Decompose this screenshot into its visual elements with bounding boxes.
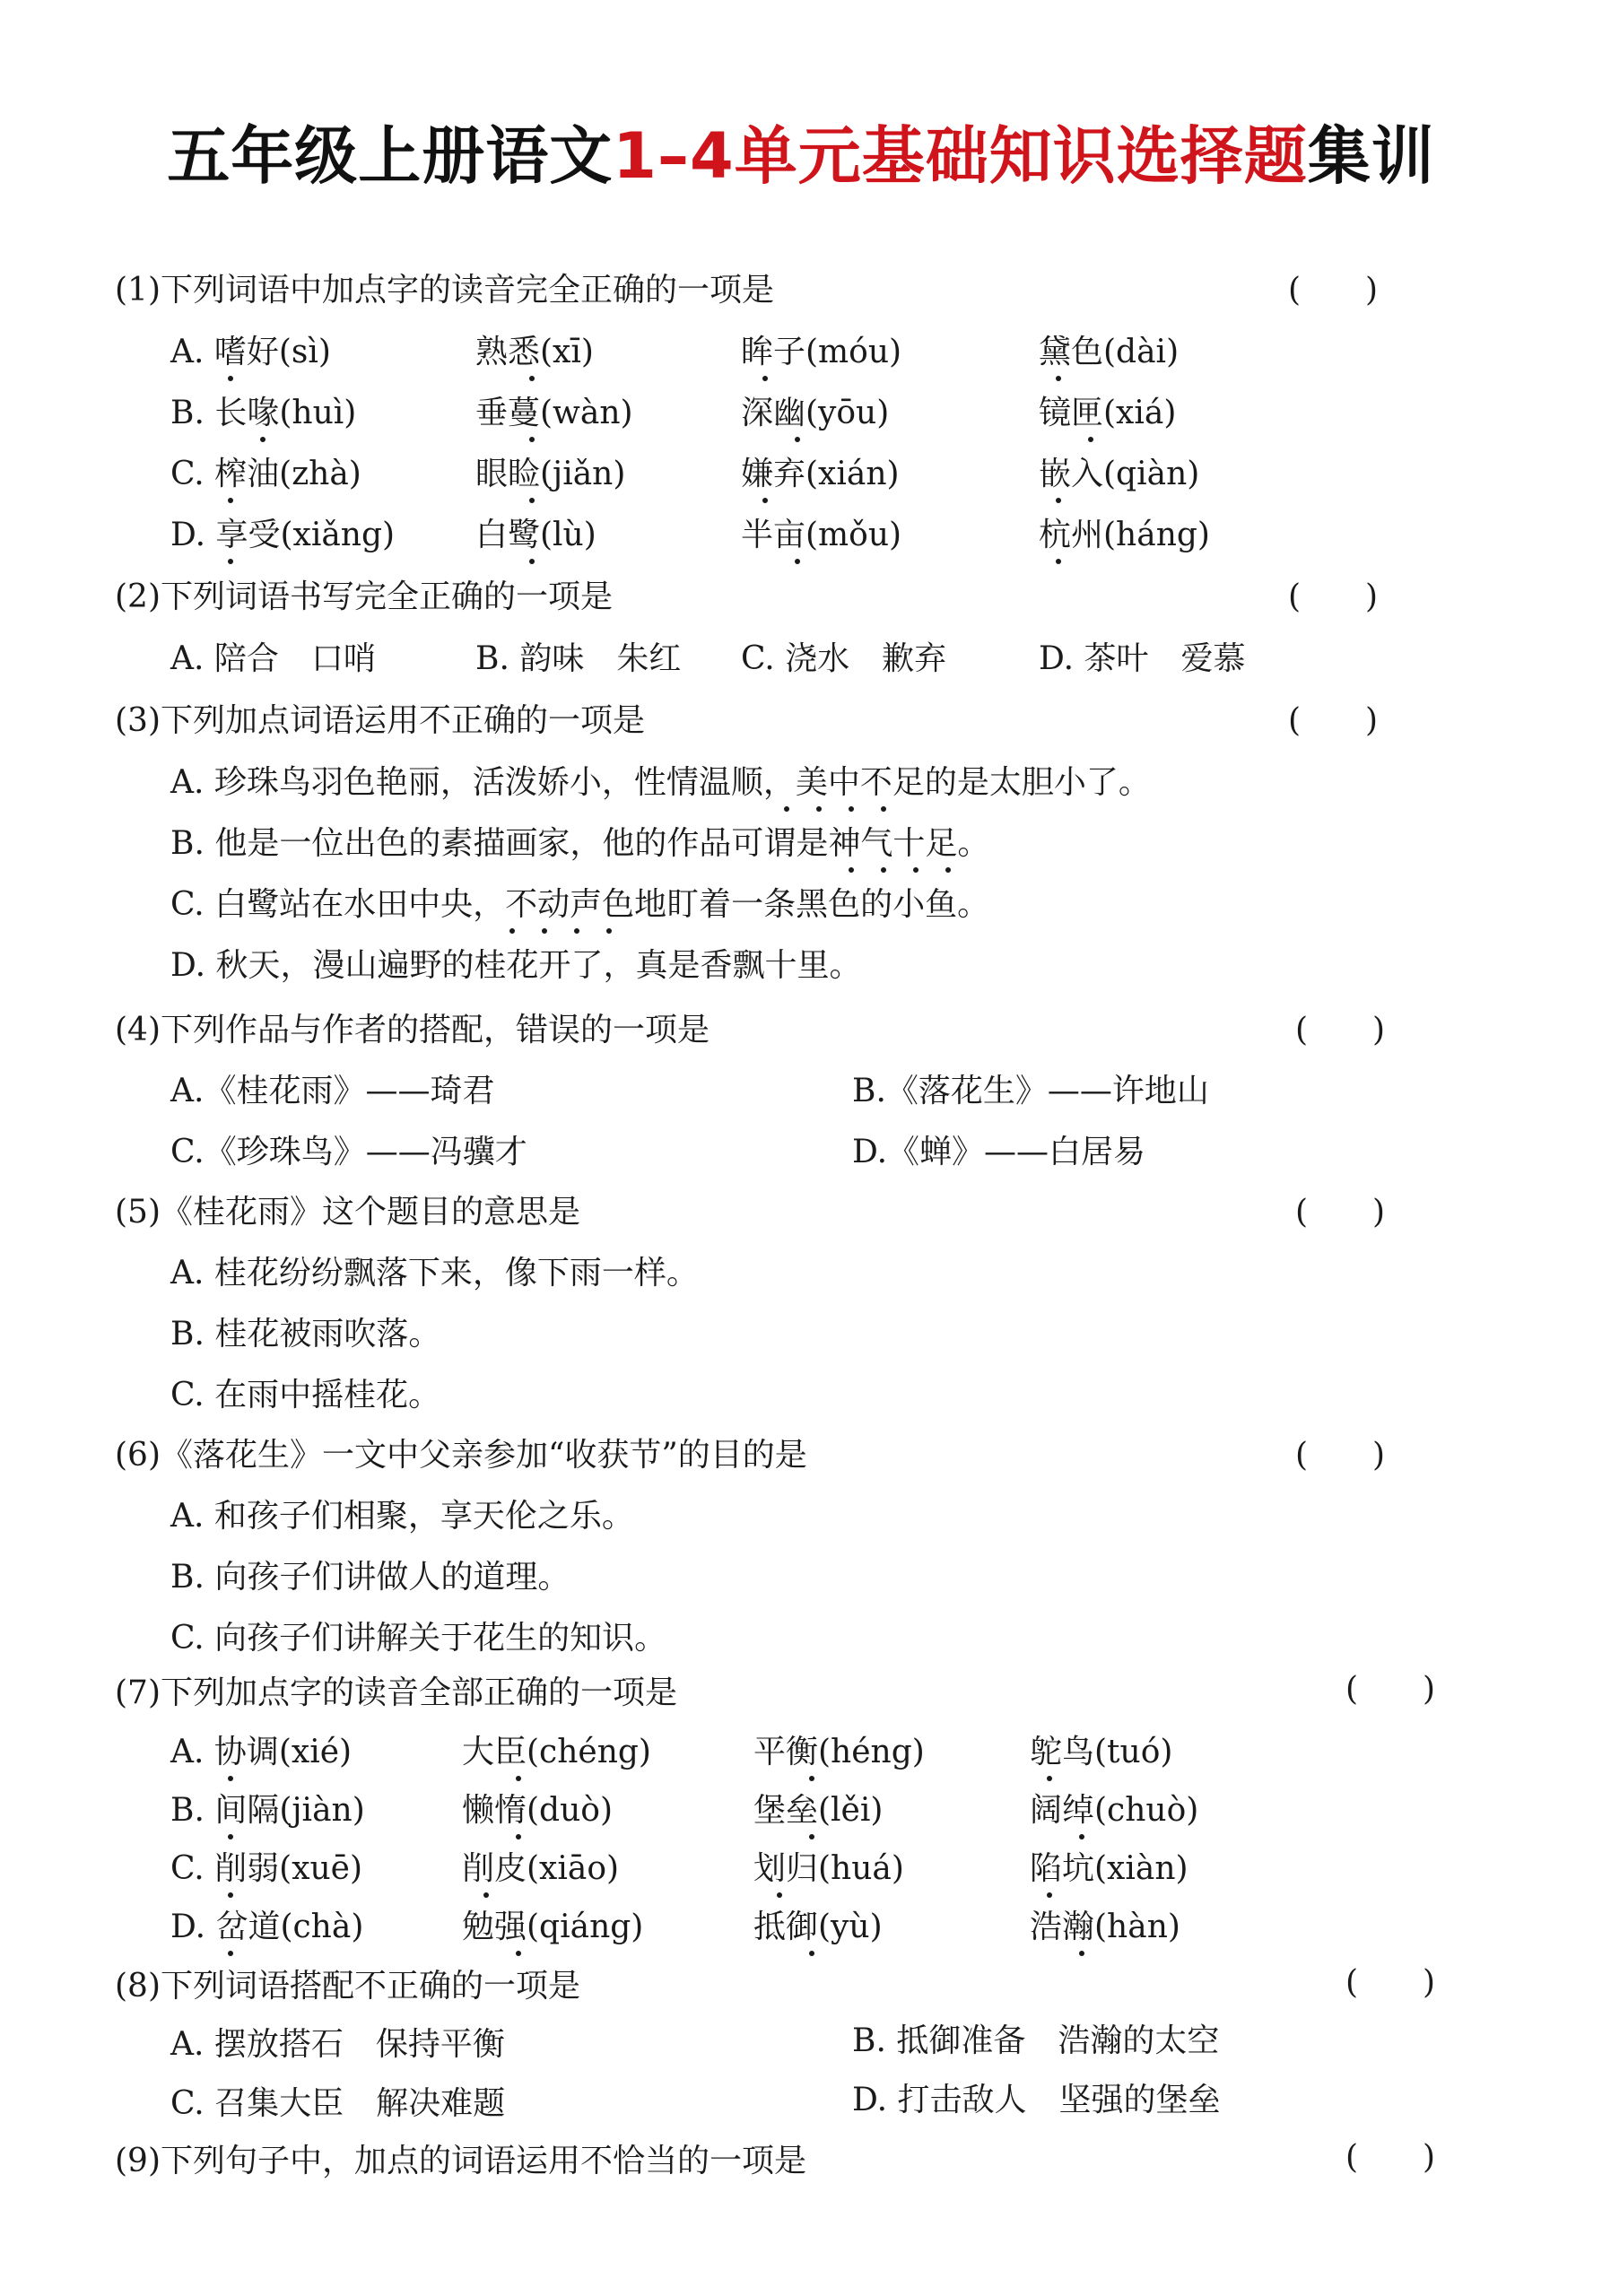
emphasis-dot (913, 867, 919, 873)
q7-option-d-1: D. 岔道(chà) (170, 1909, 364, 1945)
q5-option-b: B. 桂花被雨吹落。 (170, 1316, 441, 1352)
emphasis-dot (881, 867, 886, 873)
title-part1: 五年级上册语文 (167, 119, 614, 193)
q3-option-d: D. 秋天，漫山遍野的桂花开了，真是香飘十里。 (170, 947, 862, 984)
q8-option-b: B. 抵御准备 浩瀚的太空 (852, 2022, 1220, 2059)
q1-option-a-1: A. 嗜好(sì) (170, 334, 331, 370)
emphasis-dot (816, 806, 822, 812)
emphasis-dot (762, 376, 768, 381)
question-2-stem: (2)下列词语书写完全正确的一项是 (115, 578, 613, 615)
q7-option-d-4: 浩瀚(hàn) (1030, 1909, 1180, 1945)
q7-option-c-2: 削皮(xiāo) (462, 1850, 620, 1887)
emphasis-dot (1047, 1776, 1052, 1781)
emphasis-dot (574, 928, 579, 934)
emphasis-dot (516, 1776, 521, 1781)
q7-option-b-1: B. 间隔(jiàn) (170, 1792, 365, 1829)
q4-option-d: D.《蝉》——白居易 (852, 1134, 1146, 1170)
emphasis-dot (795, 559, 800, 564)
question-5-stem: (5)《桂花雨》这个题目的意思是 (115, 1194, 580, 1231)
emphasis-dot (777, 1892, 782, 1898)
q7-option-a-1: A. 协调(xié) (170, 1734, 353, 1770)
q1-option-c-2: 眼睑(jiǎn) (475, 456, 626, 492)
q1-option-a-4: 黛色(dài) (1039, 334, 1180, 370)
q1-option-c-3: 嫌弃(xián) (741, 456, 900, 492)
q1-option-b-4: 镜匣(xiá) (1039, 395, 1177, 431)
answer-blank-4[interactable]: ( ) (1295, 1012, 1386, 1048)
emphasis-dot (849, 806, 854, 812)
emphasis-dot (260, 437, 266, 442)
emphasis-dot (542, 928, 547, 934)
q7-option-c-4: 陷坑(xiàn) (1030, 1850, 1188, 1887)
q7-option-b-3: 堡垒(lěi) (753, 1792, 884, 1829)
q3-option-c: C. 白鹭站在水田中央，不动声色地盯着一条黑色的小鱼。 (170, 886, 990, 923)
q7-option-a-4: 鸵鸟(tuó) (1030, 1734, 1173, 1770)
emphasis-dot (483, 1892, 489, 1898)
emphasis-dot (1079, 1951, 1084, 1956)
q1-option-d-4: 杭州(háng) (1039, 517, 1210, 553)
emphasis-dot (516, 1834, 521, 1839)
q5-option-c: C. 在雨中摇桂花。 (170, 1377, 441, 1413)
question-3-stem: (3)下列加点词语运用不正确的一项是 (115, 702, 645, 739)
question-8-stem: (8)下列词语搭配不正确的一项是 (115, 1968, 580, 2005)
q1-option-d-1: D. 享受(xiǎng) (170, 517, 396, 553)
emphasis-dot (228, 1834, 233, 1839)
answer-blank-5[interactable]: ( ) (1295, 1194, 1386, 1231)
emphasis-dot (809, 1951, 814, 1956)
emphasis-dot (529, 498, 535, 503)
emphasis-dot (809, 1776, 814, 1781)
answer-blank-6[interactable]: ( ) (1295, 1437, 1386, 1474)
question-1-stem: (1)下列词语中加点字的读音完全正确的一项是 (115, 272, 774, 309)
emphasis-dot (228, 1892, 233, 1898)
q5-option-a: A. 桂花纷纷飘落下来，像下雨一样。 (170, 1255, 699, 1292)
answer-blank-8[interactable]: ( ) (1345, 1964, 1436, 2001)
q2-option-d: D. 茶叶 爱慕 (1039, 640, 1246, 677)
q1-option-d-2: 白鹭(lù) (475, 517, 596, 553)
q3-option-b: B. 他是一位出色的素描画家，他的作品可谓是神气十足。 (170, 825, 990, 862)
answer-blank-3[interactable]: ( ) (1288, 702, 1379, 739)
question-9-stem: (9)下列句子中，加点的词语运用不恰当的一项是 (115, 2143, 806, 2179)
emphasis-dot (228, 559, 233, 564)
q1-option-c-4: 嵌入(qiàn) (1039, 456, 1200, 492)
emphasis-dot (945, 867, 951, 873)
emphasis-dot (228, 498, 233, 503)
q2-option-b: B. 韵味 朱红 (475, 640, 682, 677)
emphasis-dot (784, 806, 789, 812)
q8-option-c: C. 召集大臣 解决难题 (170, 2085, 506, 2122)
question-7-stem: (7)下列加点字的读音全部正确的一项是 (115, 1674, 677, 1711)
emphasis-dot (516, 1951, 521, 1956)
q7-option-d-2: 勉强(qiáng) (462, 1909, 644, 1945)
emphasis-dot (1047, 1892, 1052, 1898)
q7-option-a-3: 平衡(héng) (753, 1734, 925, 1770)
q7-option-c-1: C. 削弱(xuē) (170, 1850, 363, 1887)
answer-blank-9[interactable]: ( ) (1345, 2139, 1436, 2176)
answer-blank-7[interactable]: ( ) (1345, 1671, 1436, 1708)
q4-option-b: B.《落花生》——许地山 (852, 1073, 1209, 1109)
q1-option-b-1: B. 长喙(huì) (170, 395, 357, 431)
emphasis-dot (881, 806, 886, 812)
emphasis-dot (762, 498, 768, 503)
q1-option-a-2: 熟悉(xī) (475, 334, 594, 370)
emphasis-dot (1079, 1834, 1084, 1839)
answer-blank-1[interactable]: ( ) (1288, 272, 1379, 309)
title-part3: 集训 (1307, 119, 1435, 193)
emphasis-dot (849, 867, 854, 873)
q7-option-c-3: 划归(huá) (753, 1850, 904, 1887)
q4-option-a: A.《桂花雨》——琦君 (170, 1073, 495, 1109)
q7-option-d-3: 抵御(yù) (753, 1909, 883, 1945)
emphasis-dot (1056, 498, 1061, 503)
emphasis-dot (228, 376, 233, 381)
q2-option-c: C. 浇水 歉弃 (741, 640, 947, 677)
q2-option-a: A. 陪合 口哨 (170, 640, 376, 677)
question-4-stem: (4)下列作品与作者的搭配，错误的一项是 (115, 1012, 710, 1048)
title-part2: 1–4单元基础知识选择题 (613, 119, 1308, 193)
emphasis-dot (529, 437, 535, 442)
emphasis-dot (529, 559, 535, 564)
q7-option-b-4: 阔绰(chuò) (1030, 1792, 1199, 1829)
q6-option-c: C. 向孩子们讲解关于花生的知识。 (170, 1620, 667, 1657)
q7-option-a-2: 大臣(chéng) (462, 1734, 651, 1770)
emphasis-dot (1056, 376, 1061, 381)
q1-option-d-3: 半亩(mǒu) (741, 517, 902, 553)
q7-option-b-2: 懒惰(duò) (462, 1792, 613, 1829)
q1-option-b-3: 深幽(yōu) (741, 395, 890, 431)
emphasis-dot (809, 1834, 814, 1839)
q1-option-b-2: 垂蔓(wàn) (475, 395, 633, 431)
emphasis-dot (1056, 559, 1061, 564)
emphasis-dot (228, 1951, 233, 1956)
q6-option-a: A. 和孩子们相聚，享天伦之乐。 (170, 1498, 634, 1535)
question-6-stem: (6)《落花生》一文中父亲参加“收获节”的目的是 (115, 1437, 807, 1474)
q1-option-c-1: C. 榨油(zhà) (170, 456, 361, 492)
emphasis-dot (606, 928, 612, 934)
q3-option-a: A. 珍珠鸟羽色艳丽，活泼娇小，性情温顺，美中不足的是太胆小了。 (170, 764, 1151, 801)
emphasis-dot (529, 376, 535, 381)
q1-option-a-3: 眸子(móu) (741, 334, 902, 370)
page-title (0, 106, 1602, 196)
emphasis-dot (1088, 437, 1093, 442)
emphasis-dot (228, 1776, 233, 1781)
answer-blank-2[interactable]: ( ) (1288, 578, 1379, 615)
emphasis-dot (509, 928, 515, 934)
emphasis-dot (795, 437, 800, 442)
q8-option-d: D. 打击敌人 坚强的堡垒 (852, 2082, 1221, 2118)
q4-option-c: C.《珍珠鸟》——冯骥才 (170, 1134, 527, 1170)
q6-option-b: B. 向孩子们讲做人的道理。 (170, 1559, 570, 1596)
q8-option-a: A. 摆放搭石 保持平衡 (170, 2026, 505, 2063)
